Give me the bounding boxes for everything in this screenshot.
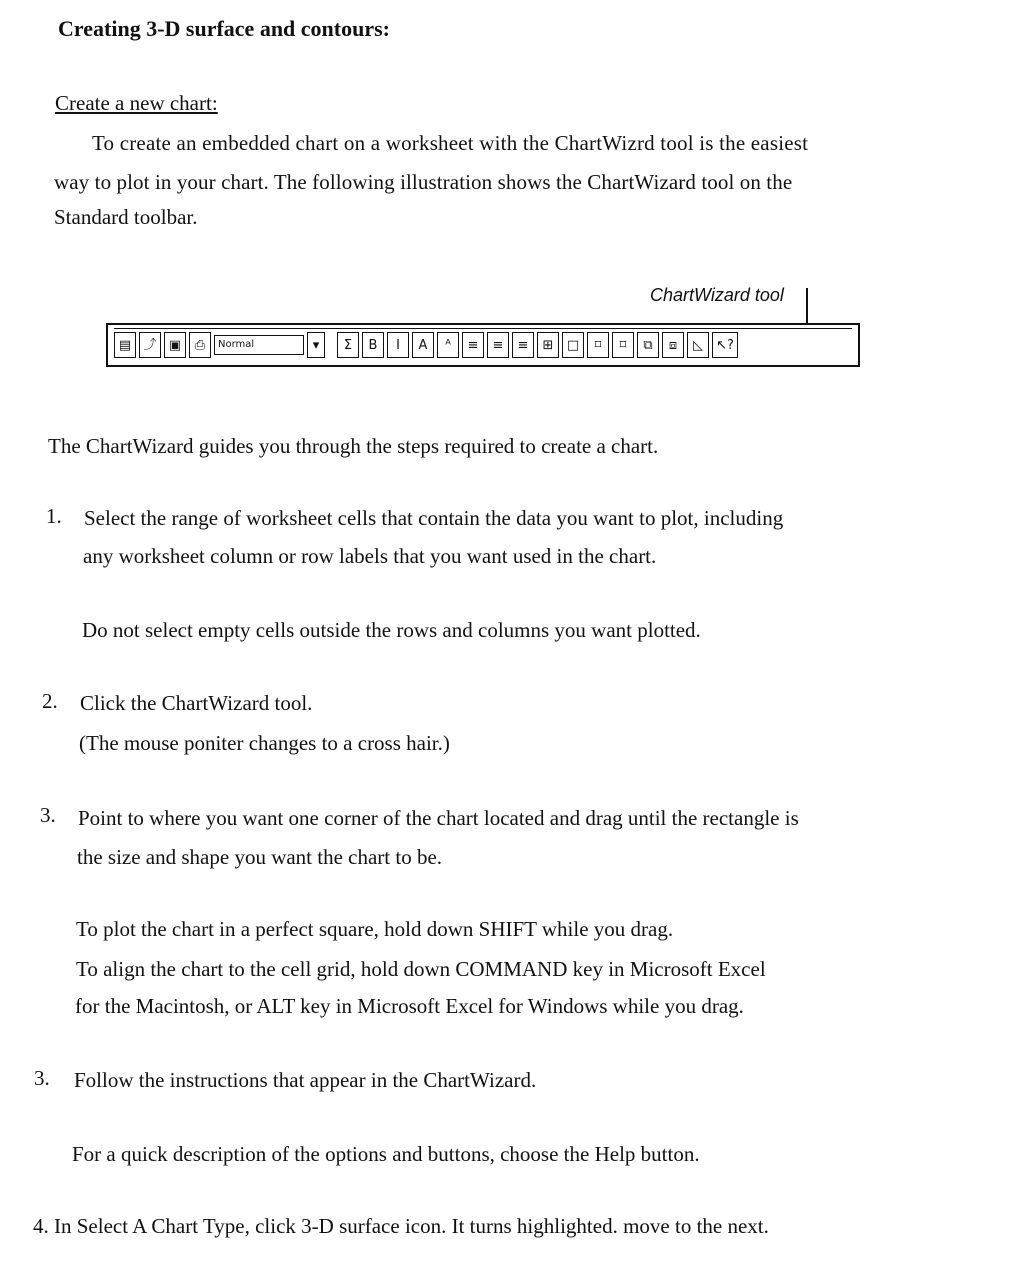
step-3-line-1: Point to where you want one corner of the chart located and drag until the rectangle is [78, 806, 799, 830]
save-icon[interactable]: ▣ [164, 332, 186, 358]
outline-border-icon[interactable]: □ [562, 332, 584, 358]
autosum-icon[interactable]: Σ [337, 332, 359, 358]
step-4-line-1: 4. In Select A Chart Type, click 3-D surface icon. It turns highlighted. move to the next. [33, 1214, 769, 1238]
style-box[interactable]: Normal [214, 335, 304, 355]
new-workbook-icon[interactable]: ▤ [114, 332, 136, 358]
intro-line-1: To create an embedded chart on a worksheet with the ChartWizrd tool is the easiest [92, 131, 809, 155]
align-left-icon[interactable]: ≡ [462, 332, 484, 358]
print-icon[interactable]: ⎙ [189, 332, 211, 358]
decrease-font-icon[interactable]: ᴬ [437, 332, 459, 358]
align-center-icon[interactable]: ≡ [487, 332, 509, 358]
center-across-icon[interactable]: ⊞ [537, 332, 559, 358]
frame-icon[interactable]: ⌑ [612, 332, 634, 358]
italic-icon[interactable]: I [387, 332, 409, 358]
step-3-line-2: the size and shape you want the chart to be. [77, 845, 443, 869]
step-1-note: Do not select empty cells outside the rows and columns you want plotted. [82, 618, 701, 642]
page-title: Creating 3-D surface and contours: [58, 16, 391, 41]
align-right-icon[interactable]: ≡ [512, 332, 534, 358]
step-3b-note: For a quick description of the options and buttons, choose the Help button. [72, 1142, 700, 1166]
step-3b-line-1: Follow the instructions that appear in the ChartWizard. [74, 1068, 537, 1092]
step-2-line-2: (The mouse poniter changes to a cross hair.) [79, 731, 450, 755]
increase-font-icon[interactable]: A [412, 332, 434, 358]
step-3b-number: 3. [34, 1066, 50, 1090]
step-3-note-3: for the Macintosh, or ALT key in Microsoft Excel for Windows while you drag. [75, 994, 744, 1018]
style-dropdown-icon[interactable]: ▾ [307, 332, 325, 358]
standard-toolbar [106, 323, 860, 367]
section-heading: Create a new chart: [55, 91, 218, 115]
help-pointer-icon[interactable]: ↖? [712, 332, 738, 358]
bold-icon[interactable]: B [362, 332, 384, 358]
open-icon[interactable]: ⤴ [139, 332, 161, 358]
step-1-line-1: Select the range of worksheet cells that contain the data you want to plot, including [84, 506, 784, 530]
step-3-note-1: To plot the chart in a perfect square, hold down SHIFT while you drag. [76, 917, 674, 941]
intro-line-3: Standard toolbar. [54, 205, 198, 229]
guide-sentence: The ChartWizard guides you through the steps required to create a chart. [48, 434, 659, 458]
paste-format-icon[interactable]: ⧈ [662, 332, 684, 358]
chartwizard-icon[interactable]: ◺ [687, 332, 709, 358]
chartwizard-callout-label: ChartWizard tool [650, 285, 784, 305]
step-1-number: 1. [46, 504, 62, 528]
intro-line-2: way to plot in your chart. The following illustration shows the ChartWizard tool on the [54, 170, 793, 194]
step-2-number: 2. [42, 689, 58, 713]
step-2-line-1: Click the ChartWizard tool. [80, 691, 313, 715]
bottom-border-icon[interactable]: ⌑ [587, 332, 609, 358]
step-1-line-2: any worksheet column or row labels that you want used in the chart. [83, 544, 657, 568]
step-3-note-2: To align the chart to the cell grid, hold down COMMAND key in Microsoft Excel [76, 957, 766, 981]
step-3-number: 3. [40, 803, 56, 827]
copy-icon[interactable]: ⧉ [637, 332, 659, 358]
